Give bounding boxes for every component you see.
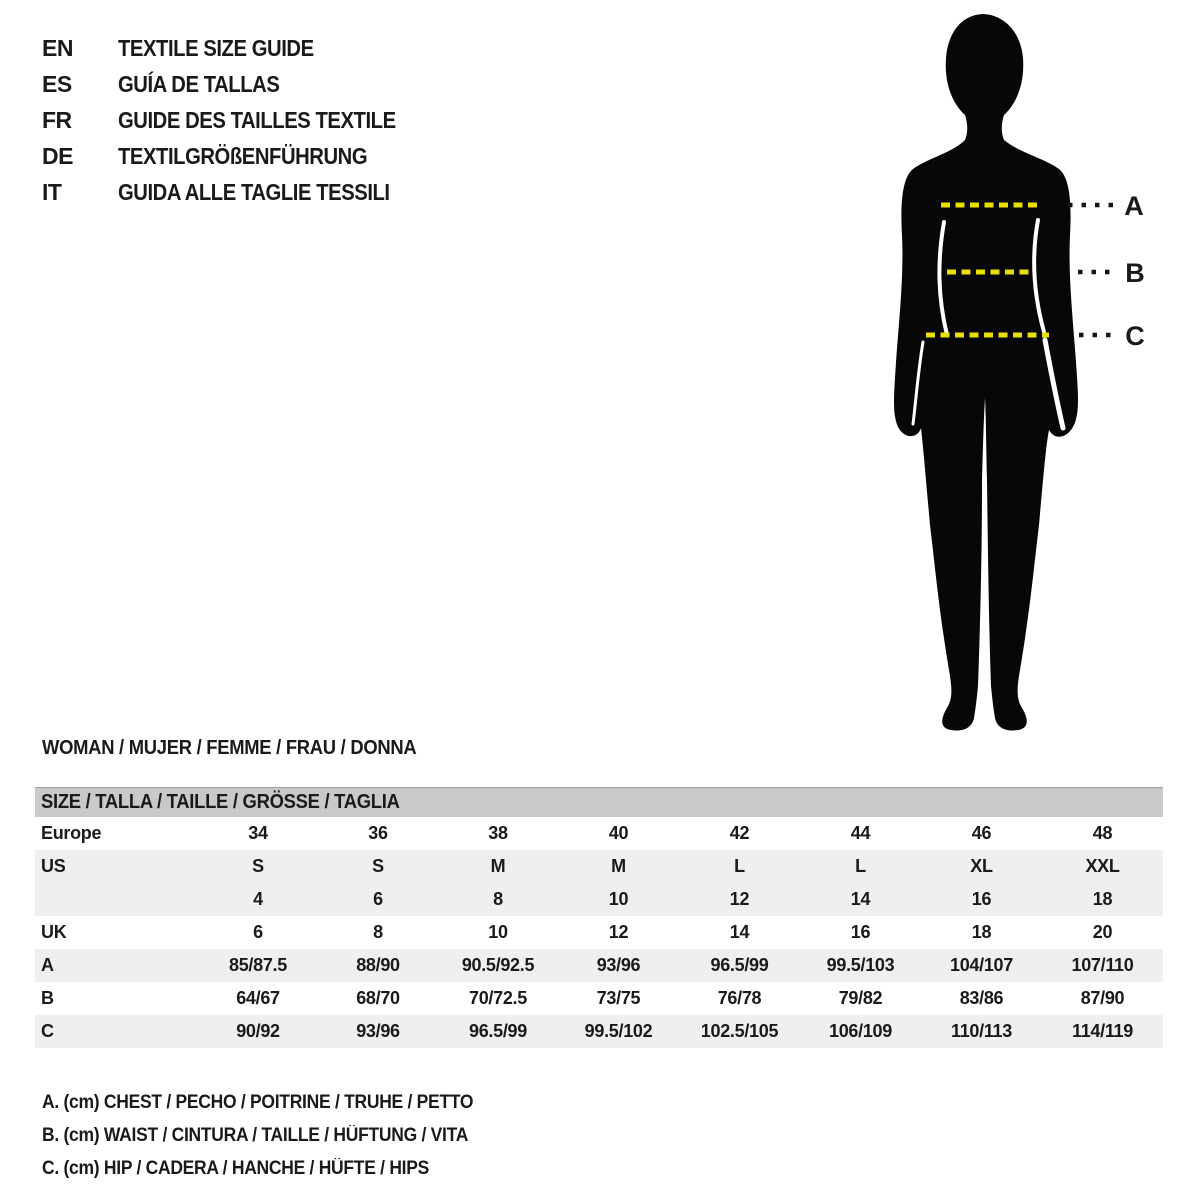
table-row [35,949,1163,982]
table-cell: 93/96 [596,955,641,975]
language-code: IT [42,178,62,205]
marker-label-b: B [1125,258,1145,288]
guide-title: GUIDA ALLE TAGLIE TESSILI [118,178,390,205]
table-cell: 36 [368,823,388,843]
table-cell: 16 [971,889,992,909]
language-code: EN [42,34,73,61]
table-cell: 10 [488,922,508,942]
table-cell: 99.5/102 [584,1021,653,1041]
table-cell: 73/75 [596,988,641,1008]
table-cell: 88/90 [356,955,400,975]
guide-title: TEXTILE SIZE GUIDE [118,34,314,61]
table-cell: 76/78 [717,988,762,1008]
table-row [35,982,1163,1015]
language-code: FR [42,106,72,133]
table-cell: 93/96 [356,1021,400,1041]
table-cell: 46 [971,823,992,843]
table-cell: 34 [248,823,268,843]
table-cell: 38 [488,823,508,843]
table-row [35,883,1163,916]
table-cell: 6 [253,922,263,942]
table-cell: 107/110 [1071,955,1134,975]
table-row-label: Europe [41,823,102,843]
guide-title: GUIDE DES TAILLES TEXTILE [118,106,396,133]
table-cell: 96.5/99 [710,955,769,975]
table-cell: XL [970,856,993,876]
body-measurement-figure [880,0,1200,740]
table-cell: 64/67 [236,988,280,1008]
table-cell: 16 [850,922,871,942]
table-cell: 87/90 [1080,988,1125,1008]
size-table-grid [35,817,1163,1048]
table-cell: 14 [850,889,871,909]
table-cell: 12 [729,889,750,909]
table-cell: 42 [729,823,750,843]
table-cell: 85/87.5 [229,955,287,975]
table-cell: 40 [608,823,629,843]
table-cell: 102.5/105 [700,1021,779,1041]
language-row-de [42,138,434,174]
gender-heading: WOMAN / MUJER / FEMME / FRAU / DONNA [42,737,417,759]
table-row-label: C [41,1021,54,1041]
table-cell: 20 [1092,922,1113,942]
guide-title: GUÍA DE TALLAS [118,70,280,97]
language-code: ES [42,70,72,97]
table-cell: S [372,856,384,876]
table-cell: 18 [1092,889,1113,909]
table-cell: 99.5/103 [826,955,895,975]
table-cell: 8 [493,889,503,909]
language-row-fr [42,102,434,138]
table-cell: 6 [373,889,383,909]
table-cell: 12 [608,922,629,942]
language-row-es [42,66,434,102]
measurement-legend [42,1086,511,1185]
table-cell: 114/119 [1072,1021,1133,1041]
table-cell: 106/109 [829,1021,892,1041]
table-cell: 110/113 [951,1021,1012,1041]
size-table-header-text: SIZE / TALLA / TAILLE / GRÖSSE / TAGLIA [41,791,400,813]
language-row-it [42,174,434,210]
table-row-label [35,883,198,916]
table-cell: L [734,856,745,876]
table-cell: 14 [729,922,750,942]
table-cell: 68/70 [356,988,400,1008]
table-cell: 90/92 [236,1021,280,1041]
table-cell: L [855,856,866,876]
table-cell: 90.5/92.5 [461,955,535,975]
table-cell: 8 [373,922,383,942]
marker-label-c: C [1125,321,1145,351]
size-table [35,787,1163,1048]
table-cell: 104/107 [950,955,1013,975]
language-row-en [42,30,434,66]
table-row-label: UK [41,922,67,942]
table-row-label: A [41,955,54,975]
table-row-label: US [41,856,66,876]
table-row [35,916,1163,949]
table-cell: 96.5/99 [469,1021,527,1041]
table-cell: 10 [608,889,629,909]
table-cell: 18 [971,922,992,942]
table-cell: 79/82 [838,988,883,1008]
table-cell: M [490,856,506,876]
size-table-header [35,787,1163,817]
table-row [35,817,1163,850]
legend-item-chest: A. (cm) CHEST / PECHO / POITRINE / TRUHE / PETTO [42,1092,474,1113]
table-cell: 48 [1092,823,1113,843]
legend-item-waist: B. (cm) WAIST / CINTURA / TAILLE / HÜFTUNG / VITA [42,1125,469,1146]
table-cell: 44 [850,823,871,843]
woman-silhouette-svg [880,0,1200,740]
table-cell: 70/72.5 [469,988,527,1008]
table-cell: S [252,856,264,876]
table-cell: 4 [253,889,263,909]
guide-title: TEXTILGRÖßENFÜHRUNG [118,142,368,169]
legend-item-hip: C. (cm) HIP / CADERA / HANCHE / HÜFTE / HIPS [42,1158,430,1179]
table-row-label: B [41,988,54,1008]
table-row [35,1015,1163,1048]
marker-label-a: A [1124,191,1144,221]
table-row [35,850,1163,883]
table-cell: XXL [1085,856,1120,876]
table-cell: M [611,856,626,876]
table-cell: 83/86 [959,988,1004,1008]
language-title-list [42,30,434,210]
language-code: DE [42,142,73,169]
